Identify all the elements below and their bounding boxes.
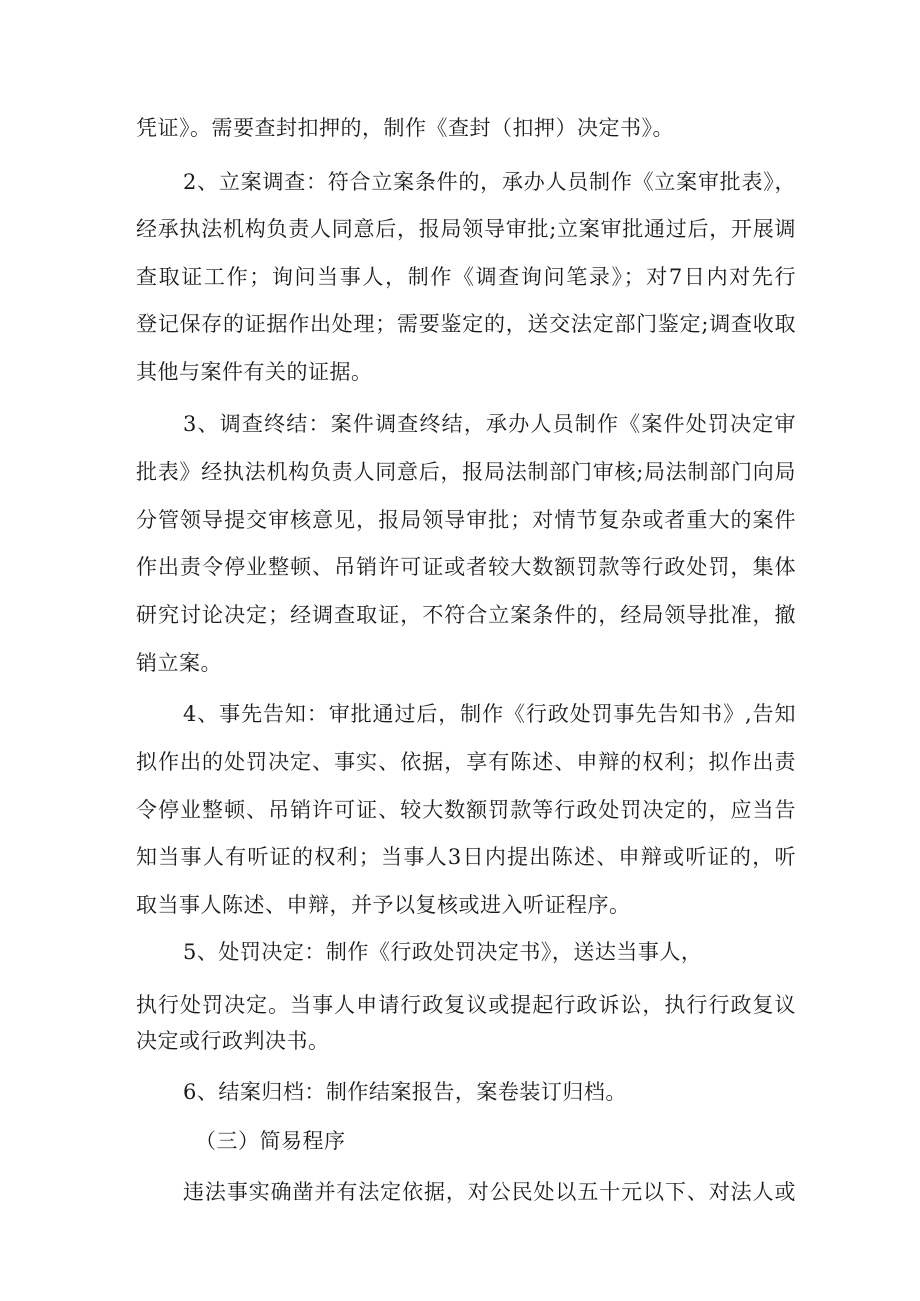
paragraph-line: 执行处罚决定。当事人申请行政复议或提起行政诉讼，执行行政复议 (136, 993, 796, 1017)
paragraph-line: 6、结案归档：制作结案报告，案卷装订归档。 (183, 1080, 627, 1104)
paragraph-line: 其他与案件有关的证据。 (136, 360, 373, 384)
paragraph-line: 4、事先告知：审批通过后，制作《行政处罚事先告知书》,告知 (183, 702, 796, 726)
paragraph-line: 知当事人有听证的权利；当事人3日内提出陈述、申辩或听证的，听 (136, 845, 796, 869)
paragraph-line: 令停业整顿、吊销许可证、较大数额罚款等行政处罚决定的，应当告 (136, 798, 796, 822)
paragraph-line: 批表》经执法机构负责人同意后，报局法制部门审核;局法制部门向局 (136, 460, 796, 484)
paragraph-line: 登记保存的证据作出处理；需要鉴定的，送交法定部门鉴定;调查收取 (136, 312, 796, 336)
paragraph-line: 分管领导提交审核意见，报局领导审批；对情节复杂或者重大的案件 (136, 508, 796, 532)
paragraph-line: 作出责令停业整顿、吊销许可证或者较大数额罚款等行政处罚，集体 (136, 555, 796, 579)
paragraph-line: 拟作出的处罚决定、事实、依据，享有陈述、申辩的权利；拟作出责 (136, 750, 796, 774)
paragraph-line: 3、调查终结：案件调查终结，承办人员制作《案件处罚决定审 (183, 412, 796, 436)
paragraph-line: 销立案。 (136, 651, 222, 675)
paragraph-line: 经承执法机构负责人同意后，报局领导审批;立案审批通过后，开展调 (136, 217, 796, 241)
paragraph-line: 违法事实确凿并有法定依据，对公民处以五十元以下、对法人或 (183, 1180, 796, 1204)
paragraph-line: 2、立案调查：符合立案条件的，承办人员制作《立案审批表》， (183, 170, 796, 194)
paragraph-line: 查取证工作；询问当事人，制作《调查询问笔录》；对7日内对先行 (136, 265, 796, 289)
section-heading: （三）简易程序 (195, 1129, 346, 1153)
paragraph-line: 凭证》。需要查封扣押的，制作《查封（扣押）决定书》。 (136, 116, 674, 140)
paragraph-line: 研究讨论决定；经调查取证，不符合立案条件的，经局领导批准，撤 (136, 603, 796, 627)
paragraph-line: 决定或行政判决书。 (136, 1029, 330, 1053)
paragraph-line: 5、处罚决定：制作《行政处罚决定书》，送达当事人， (183, 940, 703, 964)
paragraph-line: 取当事人陈述、申辩，并予以复核或进入听证程序。 (136, 893, 631, 917)
